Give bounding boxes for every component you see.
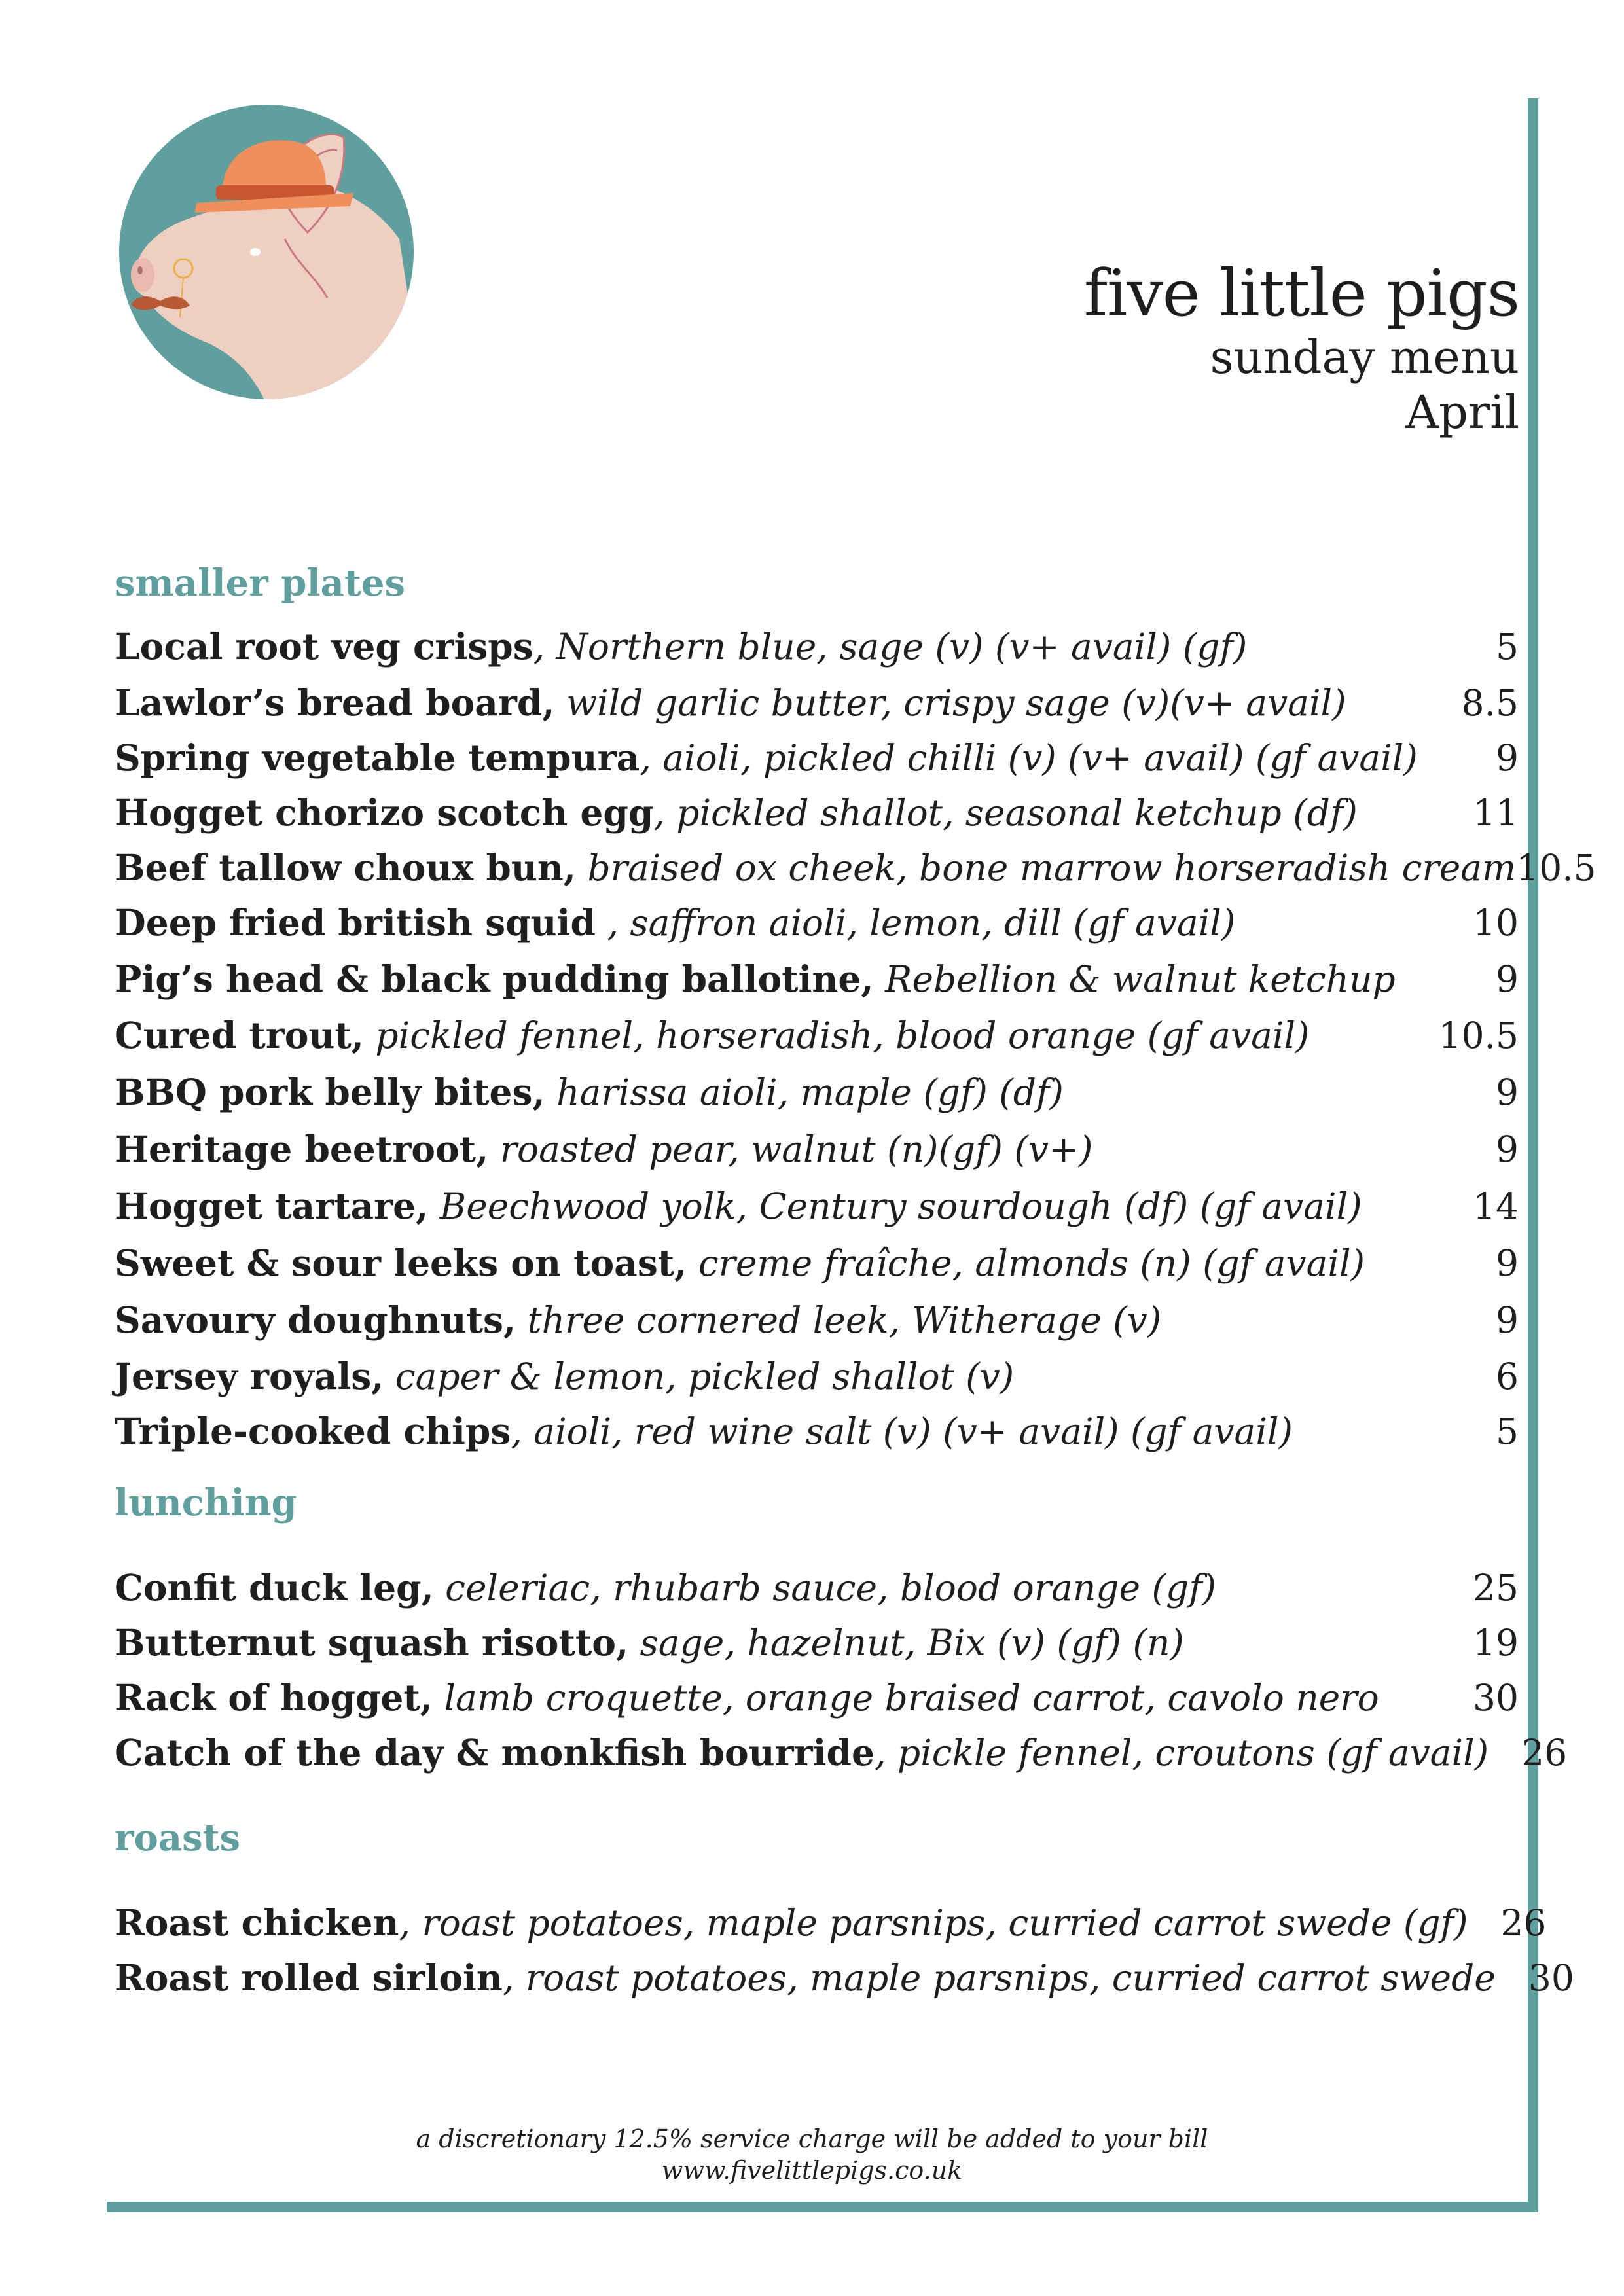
dish-description: celeriac, rhubarb sauce, blood orange (gf) [433, 1567, 1217, 1609]
dish-name: Butternut squash risotto, [115, 1621, 629, 1664]
dish-description: , aioli, red wine salt (v) (v+ avail) (gf avail) [511, 1410, 1293, 1452]
dish-name: Heritage beetroot, [115, 1128, 489, 1170]
dish-price: 14 [1473, 1185, 1519, 1227]
dish-name: Cured trout, [115, 1014, 364, 1056]
dish-name: Beef tallow choux bun, [115, 846, 576, 889]
dish-name: Sweet & sour leeks on toast, [115, 1242, 687, 1284]
dish-description: , pickle fennel, croutons (gf avail) [874, 1732, 1489, 1774]
dish-price: 26 [1521, 1732, 1568, 1774]
menu-item [115, 1901, 1547, 1956]
dish-description: pickled fennel, horseradish, blood orange (gf avail) [363, 1014, 1310, 1056]
section-title-lunching: lunching [115, 1481, 297, 1524]
frame-right-border [1528, 98, 1538, 2212]
menu-item [115, 846, 1597, 901]
dish-description: , Northern blue, sage (v) (v+ avail) (gf) [533, 626, 1248, 668]
menu-item [115, 901, 1519, 958]
dish-price: 9 [1496, 737, 1519, 779]
dish-price: 9 [1496, 1071, 1519, 1113]
frame-bottom-border [107, 2202, 1538, 2212]
menu-item [115, 1621, 1519, 1676]
dish-price: 19 [1473, 1622, 1519, 1664]
dish-name: Rack of hogget, [115, 1676, 433, 1719]
dish-price: 6 [1496, 1355, 1519, 1397]
restaurant-name: five little pigs [1083, 257, 1519, 331]
menu-item [115, 1566, 1519, 1621]
dish-description: sage, hazelnut, Bix (v) (gf) (n) [628, 1622, 1184, 1664]
dish-description: , pickled shallot, seasonal ketchup (df) [653, 792, 1358, 834]
dish-description: wild garlic butter, crispy sage (v)(v+ avail) [554, 682, 1346, 724]
dish-price: 26 [1500, 1902, 1547, 1944]
dish-name: Savoury doughnuts, [115, 1299, 516, 1341]
section-title-roasts: roasts [115, 1816, 241, 1859]
title-block [1083, 257, 1519, 440]
footer [0, 2124, 1624, 2186]
dish-price: 25 [1473, 1567, 1519, 1609]
lunching-list [115, 1566, 1568, 1786]
menu-item [115, 1731, 1568, 1786]
dish-description: , saffron aioli, lemon, dill (gf avail) [595, 902, 1236, 944]
menu-item [115, 1299, 1519, 1355]
dish-price: 9 [1496, 1299, 1519, 1341]
menu-item [115, 1185, 1519, 1242]
dish-description: , roast potatoes, maple parsnips, curried carrot swede (gf) [399, 1902, 1468, 1944]
dish-description: lamb croquette, orange braised carrot, cavolo nero [432, 1677, 1379, 1719]
dish-description: caper & lemon, pickled shallot (v) [384, 1355, 1015, 1397]
dish-name: Triple-cooked chips [115, 1410, 511, 1452]
dish-description: braised ox cheek, bone marrow horseradish cream [575, 847, 1517, 889]
menu-item [115, 1071, 1519, 1128]
menu-item [115, 958, 1519, 1014]
dish-name: Roast chicken [115, 1901, 399, 1944]
dish-price: 10 [1473, 902, 1519, 944]
dish-price: 11 [1473, 792, 1519, 834]
dish-name: Pig’s head & black pudding ballotine, [115, 958, 874, 1000]
dish-price: 5 [1496, 1410, 1519, 1452]
dish-description: , aioli, pickled chilli (v) (v+ avail) (gf avail) [640, 737, 1418, 779]
dish-description: , roast potatoes, maple parsnips, curried carrot swede [502, 1957, 1496, 1999]
dish-description: Beechwood yolk, Century sourdough (df) (gf avail) [428, 1185, 1362, 1227]
dish-name: Roast rolled sirloin [115, 1956, 503, 1999]
section-title-smaller-plates: smaller plates [115, 562, 405, 605]
dish-name: Catch of the day & monkfish bourride [115, 1731, 875, 1774]
dish-name: Confit duck leg, [115, 1566, 434, 1609]
pig-logo-icon [118, 101, 416, 403]
dish-description: harissa aioli, maple (gf) (df) [545, 1071, 1064, 1113]
dish-price: 8.5 [1461, 682, 1519, 724]
menu-item [115, 1014, 1519, 1071]
dish-description: creme fraîche, almonds (n) (gf avail) [687, 1242, 1365, 1284]
menu-item [115, 681, 1519, 736]
menu-item [115, 625, 1519, 681]
dish-price: 10.5 [1516, 847, 1597, 889]
dish-name: Hogget tartare, [115, 1185, 429, 1227]
menu-item [115, 1242, 1519, 1299]
menu-item [115, 791, 1519, 846]
dish-description: three cornered leek, Witherage (v) [516, 1299, 1162, 1341]
menu-item [115, 1355, 1519, 1410]
dish-name: Local root veg crisps [115, 625, 533, 668]
smaller-plates-list [115, 625, 1597, 1465]
dish-price: 9 [1496, 1242, 1519, 1284]
dish-price: 9 [1496, 1128, 1519, 1170]
dish-description: Rebellion & walnut ketchup [873, 958, 1396, 1000]
dish-description: roasted pear, walnut (n)(gf) (v+) [488, 1128, 1093, 1170]
dish-name: Deep fried british squid [115, 901, 596, 944]
dish-price: 9 [1496, 958, 1519, 1000]
dish-name: Lawlor’s bread board, [115, 681, 555, 724]
dish-name: Jersey royals, [115, 1355, 384, 1397]
dish-price: 30 [1473, 1677, 1519, 1719]
menu-month: April [1405, 386, 1519, 439]
menu-item [115, 1956, 1574, 2011]
dish-name: BBQ pork belly bites, [115, 1071, 545, 1113]
dish-name: Hogget chorizo scotch egg [115, 791, 654, 834]
menu-name: sunday menu [1210, 331, 1519, 384]
service-charge-note: a discretionary 12.5% service charge will be added to your bill [416, 2125, 1208, 2153]
menu-item [115, 736, 1519, 791]
roasts-list [115, 1901, 1574, 2011]
menu-item [115, 1410, 1519, 1465]
website-link[interactable]: www.fivelittlepigs.co.uk [661, 2155, 963, 2185]
dish-price: 10.5 [1438, 1014, 1519, 1056]
dish-name: Spring vegetable tempura [115, 736, 640, 779]
menu-item [115, 1128, 1519, 1185]
dish-price: 30 [1528, 1957, 1574, 1999]
menu-item [115, 1676, 1519, 1731]
dish-price: 5 [1496, 626, 1519, 668]
